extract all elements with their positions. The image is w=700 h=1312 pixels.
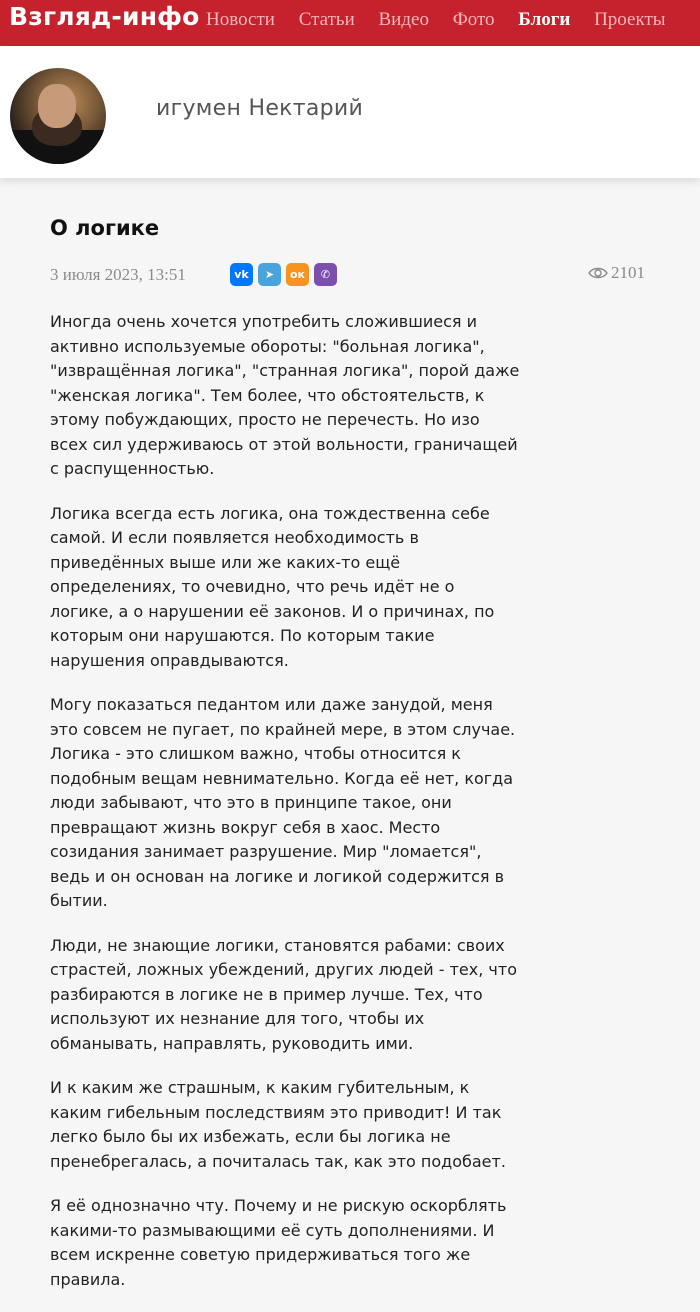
top-navigation-bar: [0, 0, 700, 46]
article-paragraph: Иногда очень хочется употребить сложившиеся и активно используемые обороты: "больная логика", "извращённая логика", "странная логика", порой даже "женская логика". Тем более, что обстоятельств, к этому побуждающих, просто не перечесть. Но изо всех сил удерживаюсь от этой вольности, граничащей с распущенностью.: [50, 312, 520, 478]
article-paragraph: Люди, не знающие логики, становятся рабами: своих страстей, ложных убеждений, других людей - тех, что разбираются в логике не в пример лучше. Тех, что используют их незнание для того, чтобы их обманывать, направлять, руководить ими.: [50, 935, 517, 1053]
view-counter: [588, 263, 645, 283]
article-date: 3 июля 2023, 13:51: [50, 265, 186, 284]
article-paragraph: Могу показаться педантом или даже занудой, меня это совсем не пугает, по крайней мере, в этом случае. Логика - это слишком важно, чтобы относится к подобным вещам невнимательно. Когда её нет, когда люди забывают, что это в принципе такое, они превращают жизнь вокруг себя в хаос. Место созидания занимает разрушение. Мир "ломается", ведь и он основан на логике и логикой содержится в бытии.: [50, 695, 516, 910]
eye-icon: [588, 266, 608, 280]
author-avatar[interactable]: [10, 68, 106, 164]
nav-item-photo[interactable]: Фото: [452, 9, 495, 30]
article-title: О логике: [50, 216, 160, 240]
main-nav: [206, 9, 685, 31]
author-header: [0, 46, 700, 178]
article-paragraph: Я её однозначно чту. Почему и не рискую оскорблять какими-то размывающими её суть дополнениями. И всем искренне советую придерживаться того же правила.: [50, 1196, 507, 1289]
vk-icon[interactable]: vk: [230, 263, 253, 286]
nav-item-articles[interactable]: Статьи: [298, 9, 355, 30]
site-logo[interactable]: Взгляд-инфо: [9, 2, 200, 31]
viber-icon[interactable]: ✆: [314, 263, 337, 286]
author-name[interactable]: игумен Нектарий: [156, 96, 364, 121]
nav-item-projects[interactable]: Проекты: [594, 9, 666, 30]
odnoklassniki-icon[interactable]: ок: [286, 263, 309, 286]
article-paragraph: Логика всегда есть логика, она тождественна себе самой. И если появляется необходимость в приведённых выше или же каких-то ещё определениях, то очевидно, что речь идёт не о логике, а о нарушении её законов. И о причинах, по которым они нарушаются. По которым такие нарушения оправдываются.: [50, 503, 495, 670]
telegram-icon[interactable]: ➤: [258, 263, 281, 286]
article-paragraph: И к каким же страшным, к каким губительным, к каким гибельным последствиям это приводит! И так легко было бы их избежать, если бы логика не пренебрегалась, а почиталась так, как это подобает.: [50, 1078, 506, 1171]
article-body: [50, 310, 520, 1312]
view-count: 2101: [611, 263, 645, 282]
avatar-face: [38, 84, 76, 128]
nav-item-news[interactable]: Новости: [206, 9, 275, 30]
nav-item-blogs[interactable]: Блоги: [518, 9, 571, 30]
nav-item-video[interactable]: Видео: [378, 9, 429, 30]
